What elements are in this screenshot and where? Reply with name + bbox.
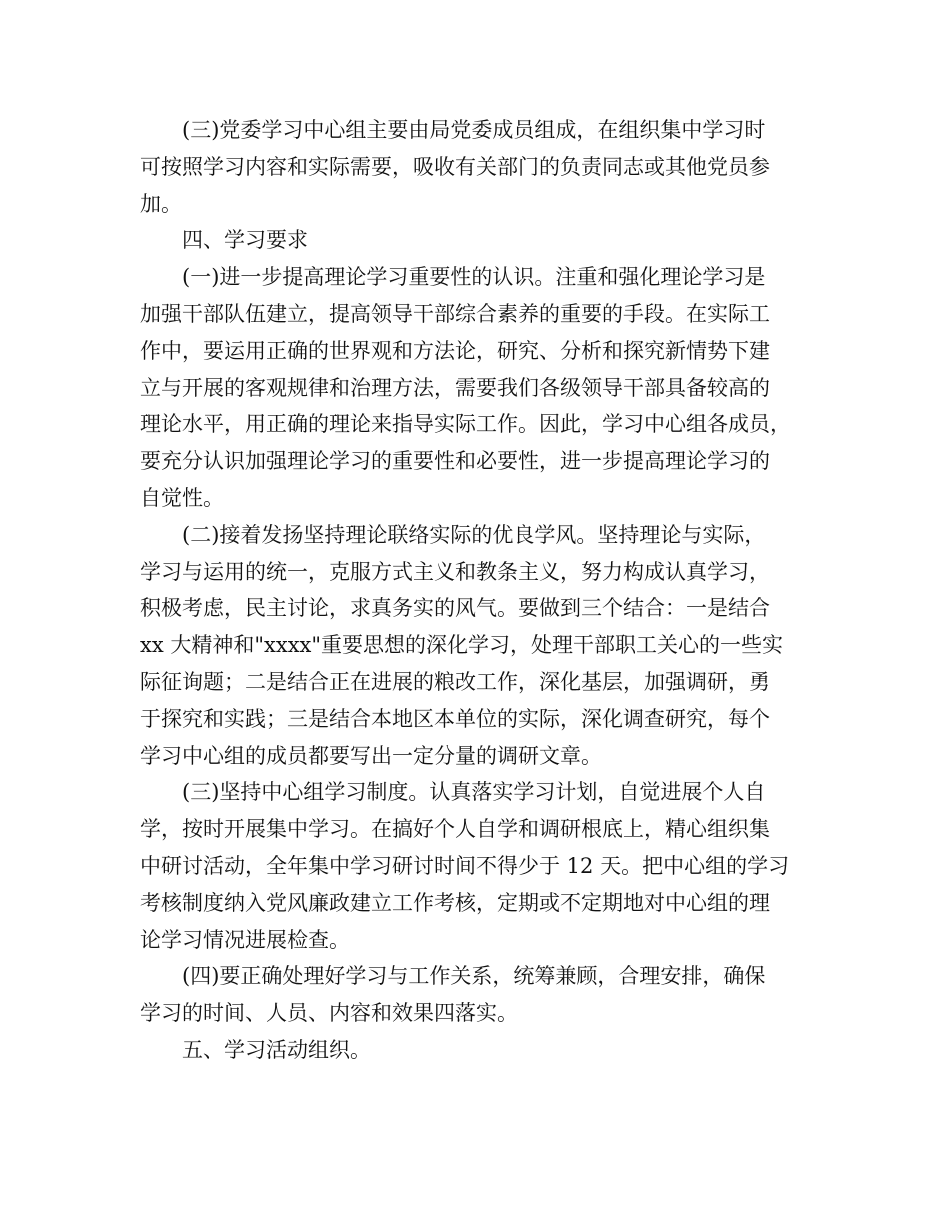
paragraph-requirement-1 (140, 259, 812, 517)
text-line: 立与开展的客观规律和治理方法，需要我们各级领导干部具备较高的 (140, 375, 770, 400)
section-heading-study-activities (140, 1032, 812, 1069)
paragraph-party-committee-membership (140, 112, 812, 222)
text-line: 作中，要运用正确的世界观和方法论，研究、分析和探究新情势下建 (140, 338, 770, 363)
text-line: 中研讨活动，全年集中学习研讨时间不得少于 12 天。把中心组的学习 (140, 853, 790, 878)
text-line: (三)党委学习中心组主要由局党委成员组成，在组织集中学习时 (182, 118, 766, 142)
text-line: xx 大精神和"xxxx"重要思想的深化学习，处理干部职工关心的一些实 (140, 633, 784, 658)
text-line: 自觉性。 (140, 485, 224, 510)
document-page (140, 112, 812, 1069)
text-line: 学习与运用的统一，克服方式主义和教条主义，努力构成认真学习， (140, 559, 770, 584)
text-line: 理论水平，用正确的理论来指导实际工作。因此，学习中心组各成员， (140, 412, 791, 437)
text-line: 积极考虑，民主讨论，求真务实的风气。要做到三个结合：一是结合 (140, 596, 770, 621)
heading-text: 四、学习要求 (182, 228, 308, 253)
paragraph-requirement-2 (140, 517, 812, 775)
text-line: 要充分认识加强理论学习的重要性和必要性，进一步提高理论学习的 (140, 449, 770, 474)
text-line: (四)要正确处理好学习与工作关系，统筹兼顾，合理安排，确保 (182, 964, 766, 989)
text-line: 论学习情况进展检查。 (140, 927, 350, 952)
text-line: 加强干部队伍建立，提高领导干部综合素养的重要的手段。在实际工 (140, 301, 770, 326)
text-line: 学习中心组的成员都要写出一定分量的调研文章。 (140, 743, 602, 768)
text-line: 可按照学习内容和实际需要，吸收有关部门的负责同志或其他党员参 (140, 154, 770, 179)
text-line: 考核制度纳入党风廉政建立工作考核，定期或不定期地对中心组的理 (140, 890, 770, 915)
paragraph-requirement-3 (140, 774, 812, 958)
text-line: (三)坚持中心组学习制度。认真落实学习计划，自觉进展个人自 (182, 780, 766, 805)
text-line: (二)接着发扬坚持理论联络实际的优良学风。坚持理论与实际， (182, 522, 766, 547)
text-line: (一)进一步提高理论学习重要性的认识。注重和强化理论学习是 (182, 265, 766, 290)
paragraph-requirement-4 (140, 958, 812, 1032)
section-heading-study-requirements (140, 222, 812, 259)
text-line: 学，按时开展集中学习。在搞好个人自学和调研根底上，精心组织集 (140, 817, 770, 842)
heading-text: 五、学习活动组织。 (182, 1037, 371, 1062)
text-line: 学习的时间、人员、内容和效果四落实。 (140, 1001, 518, 1026)
text-line: 于探究和实践；三是结合本地区本单位的实际，深化调查研究，每个 (140, 706, 770, 731)
text-line: 加。 (140, 191, 182, 216)
text-line: 际征询题；二是结合正在进展的粮改工作，深化基层，加强调研，勇 (140, 669, 770, 694)
